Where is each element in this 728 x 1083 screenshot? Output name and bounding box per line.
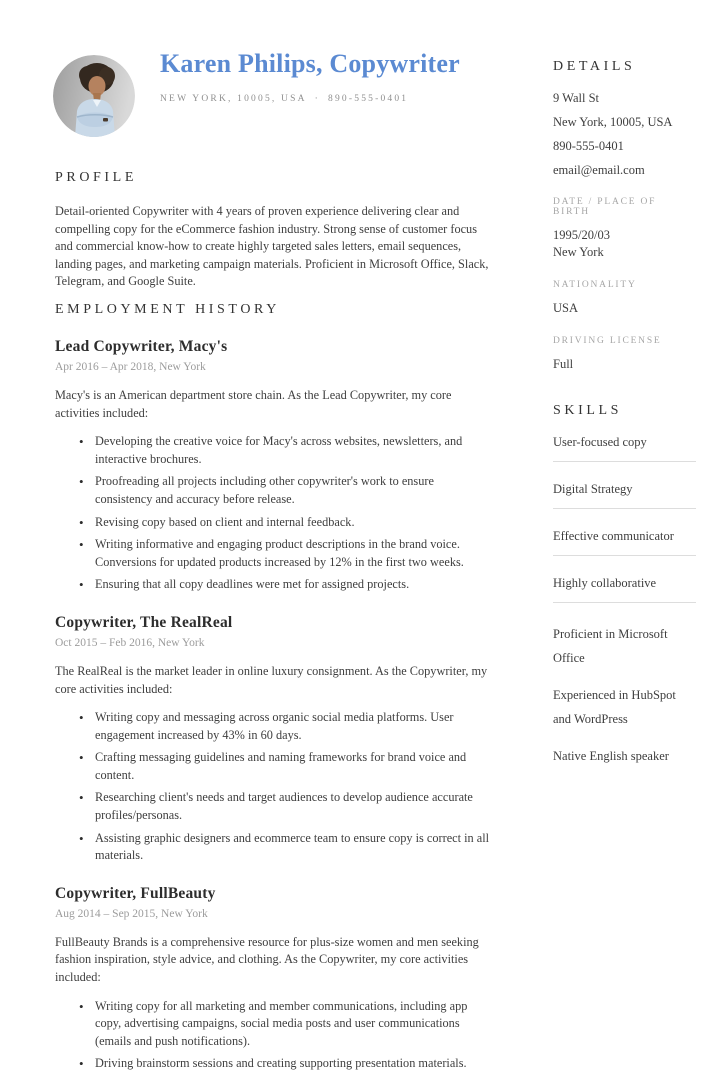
address-line: New York, 10005, USA [553,115,673,129]
woman-portrait-illustration [53,55,135,137]
bullet-item: • Revising copy based on client and internal feedback. [55,514,493,532]
bullet-item: • Driving brainstorm sessions and creating supporting presentation materials. [55,1055,493,1073]
job-entry [55,885,493,1073]
skill-item: Native English speaker [553,749,669,763]
job-bullets [55,709,493,865]
skills-heading: SKILLS [553,403,623,418]
job-dates: Apr 2016 – Apr 2018, New York [55,360,206,373]
header-phone: 890-555-0401 [328,94,409,104]
skill-item: Proficient in Microsoft Office [553,627,668,665]
job-entry [55,338,493,594]
bullet-item: • Proofreading all projects including other copywriter's work to ensure consistency and accuracy before release. [55,473,493,508]
skills-section [553,403,696,768]
bullet-item: • Crafting messaging guidelines and naming frameworks for brand voice and content. [55,749,493,784]
sidebar [553,59,696,781]
job-title: Copywriter, FullBeauty [55,884,216,902]
license-value: Full [553,357,574,371]
skill-item: Highly collaborative [553,575,696,603]
nationality-label: NATIONALITY [553,280,637,290]
bullet-item: • Writing copy for all marketing and member communications, including app copy, advertising campaigns, social media posts and user communications (emails and push notifications). [55,998,493,1051]
details-heading: DETAILS [553,59,636,74]
header-meta [160,94,520,104]
profile-photo [53,55,135,137]
job-summary: Macy's is an American department store chain. As the Lead Copywriter, my core activities included: [55,387,452,420]
nationality-value: USA [553,301,579,315]
bullet-item: • Writing copy and messaging across organic social media platforms. User engagement increased by 43% in 60 days. [55,709,493,744]
skill-item: Effective communicator [553,528,696,556]
bullet-item: • Developing the creative voice for Macy's across websites, newsletters, and interactive brochures. [55,433,493,468]
job-title: Copywriter, The RealReal [55,613,233,631]
main-column [55,170,493,1083]
skill-item: Digital Strategy [553,481,696,509]
job-summary: The RealReal is the market leader in online luxury consignment. As the Copywriter, my core activities included: [55,663,488,696]
meta-separator: · [314,94,321,104]
bullet-item: • Assisting graphic designers and ecommerce team to ensure copy is correct in all materials. [55,830,493,865]
profile-text: Detail-oriented Copywriter with 4 years of proven experience delivering clear and compelling copy for the eCommerce fashion industry. Strong sense of customer focus and commercial know-how to create highly targeted sales letters, email sequences, landing pages, and marketing campaign materials. Proficient in Microsoft Office, Slack, Telegram, and Google Suite. [55,204,489,289]
employment-heading: EMPLOYMENT HISTORY [55,301,280,317]
skill-item: User-focused copy [553,434,696,462]
header [160,49,520,104]
license-label: DRIVING LICENSE [553,336,662,346]
birth-place: New York [553,245,604,259]
phone-line: 890-555-0401 [553,139,624,153]
job-dates: Oct 2015 – Feb 2016, New York [55,636,205,649]
bullet-item: • Writing informative and engaging product descriptions in the brand voice. Conversions for updated products increased by 12% in the first two weeks. [55,536,493,571]
job-bullets [55,998,493,1073]
job-bullets [55,433,493,594]
job-title: Lead Copywriter, Macy's [55,337,228,355]
profile-heading: PROFILE [55,170,137,185]
skill-item: Experienced in HubSpot and WordPress [553,688,676,726]
job-summary: FullBeauty Brands is a comprehensive resource for plus-size women and men seeking fashion inspiration, style advice, and clothing. As the Copywriter, my core activities included: [55,934,479,985]
bullet-item: • Researching client's needs and target audiences to develop audience accurate profiles/personas. [55,789,493,824]
email-line: email@email.com [553,163,645,177]
page-title: Karen Philips, Copywriter [160,49,460,78]
bullet-item: • Ensuring that all copy deadlines were met for assigned projects. [55,576,493,594]
birth-label: DATE / PLACE OF BIRTH [553,197,657,217]
job-dates: Aug 2014 – Sep 2015, New York [55,907,208,920]
address-line: 9 Wall St [553,91,599,105]
birth-date: 1995/20/03 [553,228,610,242]
header-location: NEW YORK, 10005, USA [160,94,307,104]
job-entry [55,614,493,865]
